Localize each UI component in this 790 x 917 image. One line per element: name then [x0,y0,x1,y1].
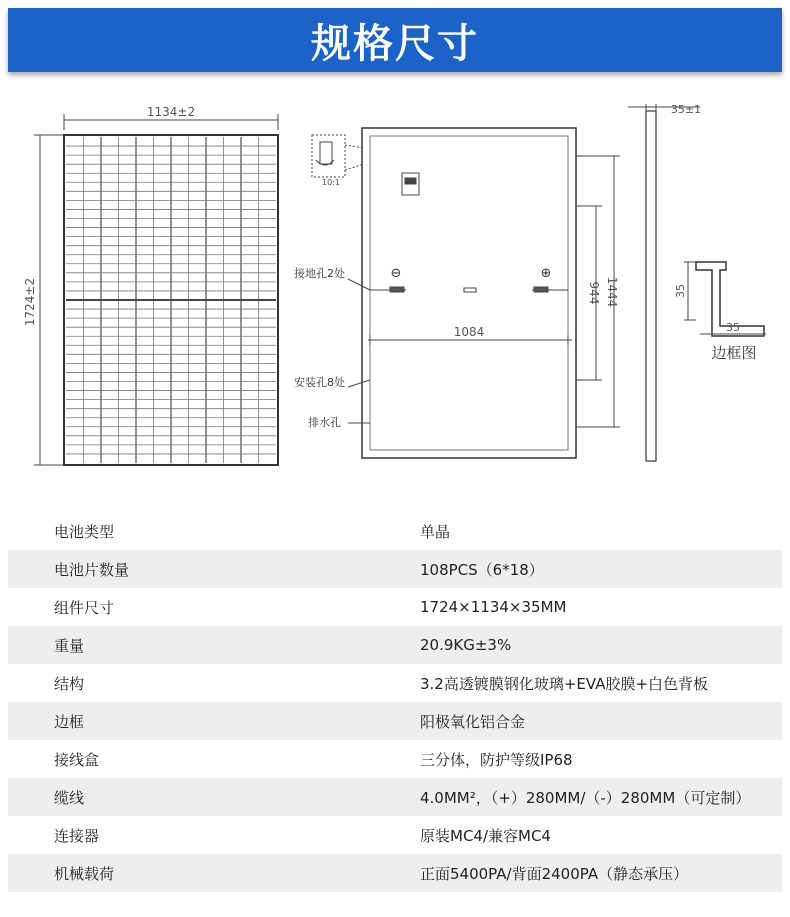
inner-width-dim-label: 1084 [453,325,485,339]
spec-value: 20.9KG±3% [420,636,512,654]
spec-row [8,550,782,588]
spec-row [8,626,782,664]
spec-value: 4.0MM²，（+）280MM/（-）280MM（可定制） [420,788,751,807]
spec-value: 阳极氧化铝合金 [420,712,526,731]
scale-label: 10:1 [322,178,340,187]
spec-label: 机械载荷 [54,864,115,883]
panel-back-frame [362,128,576,458]
height-dim-label: 1724±2 [23,277,37,327]
negative-terminal-icon: ⊖ [390,266,402,281]
spec-label: 电池片数量 [54,560,130,579]
spec-label: 电池类型 [54,522,115,541]
spec-value: 3.2高透镀膜钢化玻璃+EVA胶膜+白色背板 [420,674,709,693]
spec-value: 单晶 [420,522,451,541]
page-title: 规格尺寸 [311,20,479,67]
spec-row [8,854,782,892]
spec-value: 三分体，防护等级IP68 [420,750,573,769]
mount-hole-label: 安装孔8处 [294,376,345,389]
ground-hole-label: 接地孔2处 [294,267,345,280]
drain-hole-label: 排水孔 [308,416,341,429]
width-dim-label: 1134±2 [146,105,196,119]
spec-row [8,740,782,778]
profile-width-label: 35 [726,321,740,334]
spec-row [8,778,782,816]
spec-label: 重量 [54,636,85,655]
spec-label: 组件尺寸 [54,598,115,617]
spec-value: 正面5400PA/背面2400PA（静态承压） [420,864,689,883]
profile-title: 边框图 [711,344,757,362]
spec-value: 1724×1134×35MM [420,598,567,616]
spec-table [8,512,782,892]
positive-terminal-icon: ⊕ [540,266,552,281]
cell-grid [66,137,276,463]
spec-row [8,664,782,702]
title-banner [8,8,782,72]
frame-thickness-label: 35±1 [670,103,702,116]
spec-label: 缆线 [54,788,85,807]
dimension-drawing [0,80,790,500]
dim-944-label: 944 [587,281,601,305]
profile-height-label: 35 [674,284,687,298]
panel-side-view [646,111,656,461]
spec-value: 原装MC4/兼容MC4 [420,826,551,845]
spec-label: 边框 [54,712,85,731]
spec-row [8,816,782,854]
spec-value: 108PCS（6*18） [420,560,544,579]
dim-1444-label: 1444 [605,276,619,308]
spec-row [8,512,782,550]
spec-label: 连接器 [54,826,100,845]
spec-row [8,588,782,626]
spec-label: 接线盒 [54,750,100,769]
spec-label: 结构 [54,674,85,693]
detail-callout [312,135,345,177]
spec-row [8,702,782,740]
